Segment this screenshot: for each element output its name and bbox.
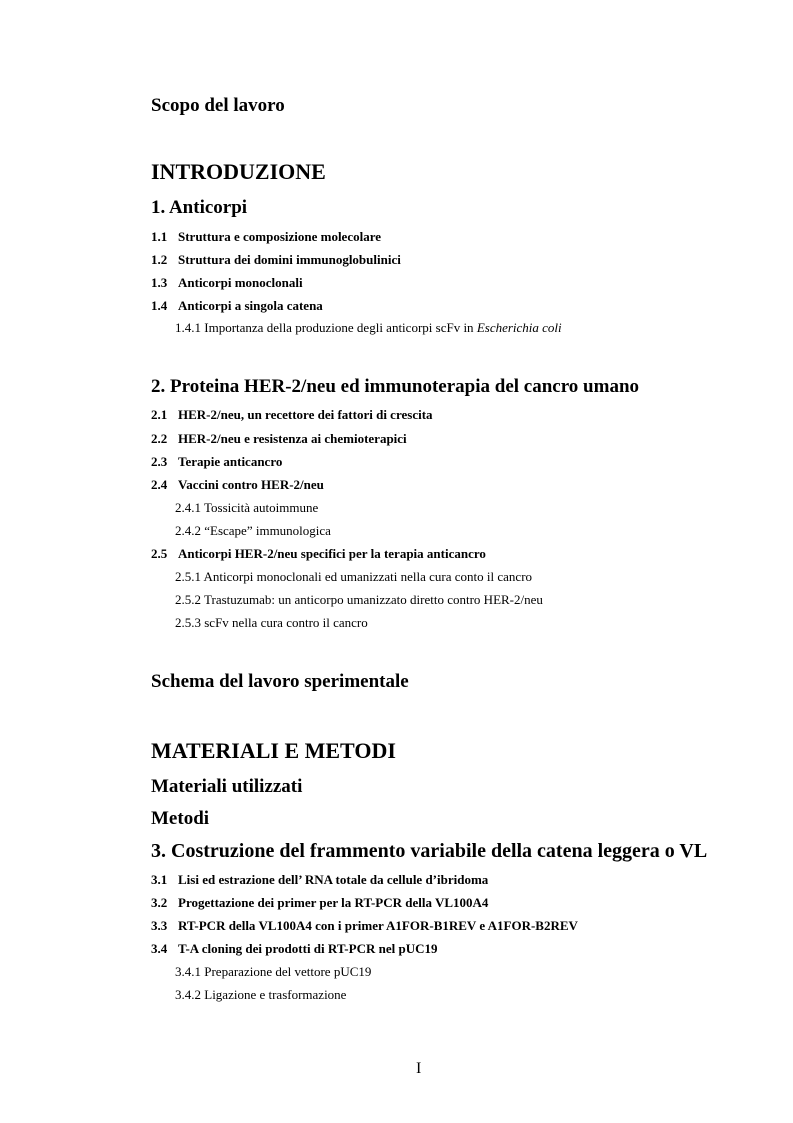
toc-section-2-4 — [151, 478, 324, 491]
section-number: 3.2 — [151, 895, 168, 910]
section-label: T-A cloning dei prodotti di RT-PCR nel pUC19 — [178, 941, 438, 956]
toc-metodi-heading: Metodi — [151, 808, 210, 829]
toc-section-1-3 — [151, 276, 303, 289]
toc-section-3-3 — [151, 919, 578, 932]
toc-subsection-2-4-2: 2.4.2 “Escape” immunologica — [175, 523, 331, 538]
section-number: 1.4 — [151, 298, 168, 313]
section-label: Vaccini contro HER-2/neu — [178, 477, 324, 492]
section-number: 2.4 — [151, 477, 168, 492]
section-label: Terapie anticancro — [178, 454, 283, 469]
toc-subsection-1-4-1 — [175, 321, 562, 334]
toc-introduzione-heading: INTRODUZIONE — [151, 159, 326, 184]
section-number: 3.4 — [151, 941, 168, 956]
section-number: 2.5 — [151, 546, 168, 561]
toc-section-1-1 — [151, 230, 381, 243]
toc-schema-heading: Schema del lavoro sperimentale — [151, 671, 409, 692]
toc-chapter-3-title: 3. Costruzione del frammento variabile della catena leggera o VL — [151, 840, 708, 862]
section-number: 2.2 — [151, 431, 168, 446]
section-number: 1.2 — [151, 252, 168, 267]
toc-scopo-heading: Scopo del lavoro — [151, 95, 285, 116]
toc-chapter-2-title: 2. Proteina HER-2/neu ed immunoterapia del cancro umano — [151, 376, 640, 397]
section-number: 3.1 — [151, 872, 168, 887]
section-label: Anticorpi monoclonali — [178, 275, 303, 290]
section-number: 1.1 — [151, 229, 168, 244]
toc-section-2-2 — [151, 432, 407, 445]
toc-section-2-3 — [151, 455, 282, 468]
section-number: 1.3 — [151, 275, 168, 290]
toc-section-3-4 — [151, 942, 437, 955]
toc-section-3-2 — [151, 896, 488, 909]
section-number: 2.3 — [151, 454, 168, 469]
toc-subsection-2-4-1: 2.4.1 Tossicità autoimmune — [175, 500, 319, 515]
toc-section-2-5 — [151, 547, 486, 560]
subsection-text: 1.4.1 Importanza della produzione degli anticorpi scFv in — [175, 320, 477, 335]
section-label: Anticorpi HER-2/neu specifici per la terapia anticancro — [178, 546, 486, 561]
toc-section-1-4 — [151, 299, 323, 312]
section-label: Lisi ed estrazione dell’ RNA totale da cellule d’ibridoma — [178, 872, 489, 887]
section-label: Struttura e composizione molecolare — [178, 229, 382, 244]
section-label: Anticorpi a singola catena — [178, 298, 323, 313]
toc-materiali-utilizzati-heading: Materiali utilizzati — [151, 776, 303, 797]
toc-subsection-3-4-2: 3.4.2 Ligazione e trasformazione — [175, 987, 347, 1002]
section-label: Progettazione dei primer per la RT-PCR della VL100A4 — [178, 895, 489, 910]
toc-subsection-2-5-2: 2.5.2 Trastuzumab: un anticorpo umanizzato diretto contro HER-2/neu — [175, 592, 543, 607]
toc-section-3-1 — [151, 873, 488, 886]
toc-subsection-2-5-1: 2.5.1 Anticorpi monoclonali ed umanizzati nella cura conto il cancro — [175, 569, 533, 584]
section-label: HER-2/neu e resistenza ai chemioterapici — [178, 431, 407, 446]
page-number: I — [416, 1060, 422, 1077]
subsection-italic: Escherichia coli — [476, 320, 562, 335]
section-label: RT-PCR della VL100A4 con i primer A1FOR-B1REV e A1FOR-B2REV — [178, 918, 578, 933]
toc-materiali-metodi-heading: MATERIALI E METODI — [151, 738, 396, 763]
toc-section-2-1 — [151, 408, 433, 421]
toc-section-1-2 — [151, 253, 401, 266]
section-number: 2.1 — [151, 407, 168, 422]
section-number: 3.3 — [151, 918, 168, 933]
toc-chapter-1-title: 1. Anticorpi — [151, 197, 248, 218]
toc-subsection-3-4-1: 3.4.1 Preparazione del vettore pUC19 — [175, 964, 372, 979]
section-label: HER-2/neu, un recettore dei fattori di crescita — [178, 407, 433, 422]
toc-subsection-2-5-3: 2.5.3 scFv nella cura contro il cancro — [175, 615, 368, 630]
section-label: Struttura dei domini immunoglobulinici — [178, 252, 401, 267]
